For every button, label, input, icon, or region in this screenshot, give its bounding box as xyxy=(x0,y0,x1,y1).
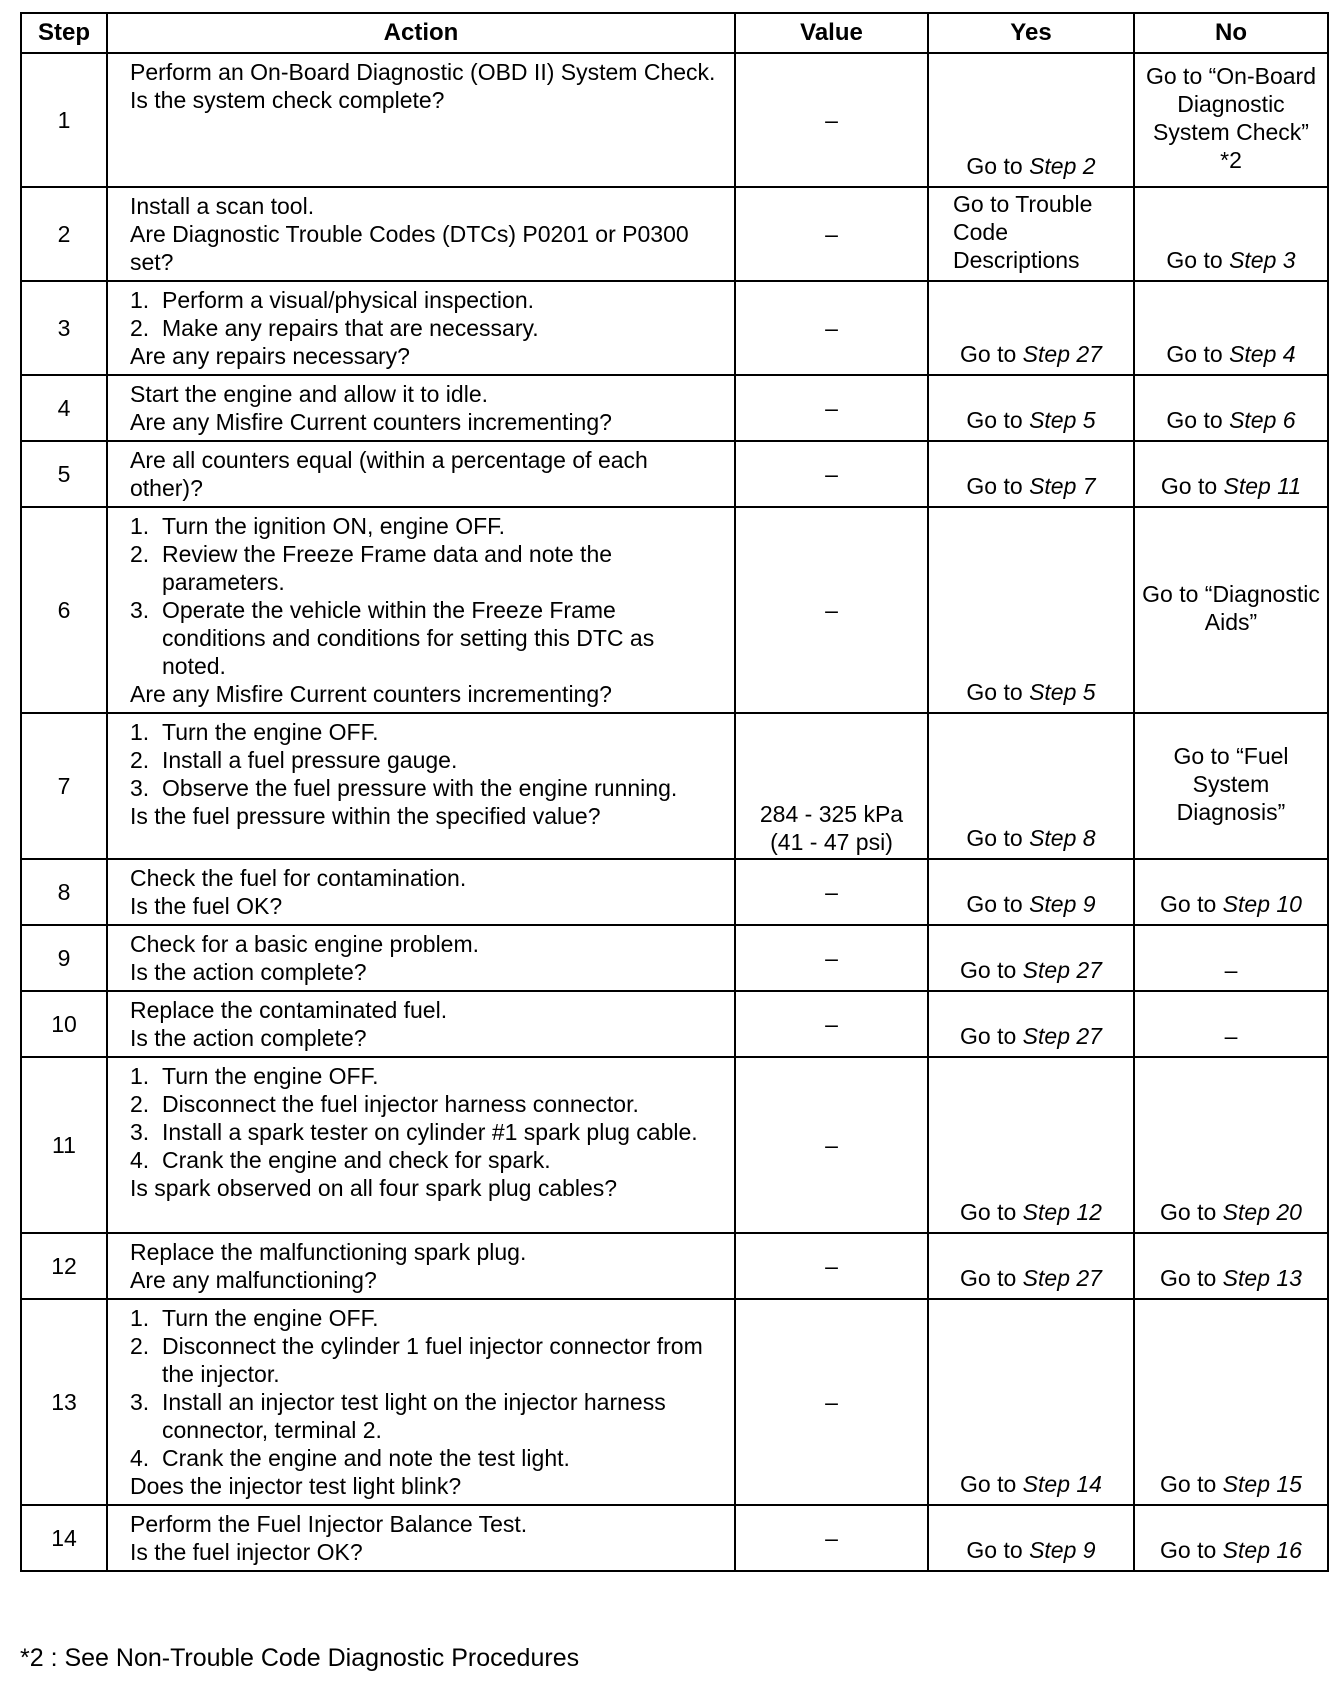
no-cell xyxy=(1134,1299,1328,1505)
action-text: Does the injector test light blink? xyxy=(130,1473,462,1499)
action-text: Is the fuel OK? xyxy=(130,893,283,919)
value-cell: – xyxy=(735,1057,928,1233)
action-numbered-item xyxy=(130,1118,720,1146)
action-text: Start the engine and allow it to idle. xyxy=(130,381,489,407)
action-cell xyxy=(107,991,735,1057)
item-text: Disconnect the cylinder 1 fuel injector connector from the injector. xyxy=(162,1333,703,1387)
action-text: Is the action complete? xyxy=(130,1025,367,1051)
item-text: Install a spark tester on cylinder #1 spark plug cable. xyxy=(162,1119,698,1145)
step-number: 6 xyxy=(21,507,107,713)
step-link: Step 27 xyxy=(1022,1023,1102,1049)
header-value: Value xyxy=(735,13,928,53)
action-numbered-item xyxy=(130,1062,720,1090)
action-numbered-item xyxy=(130,1146,720,1174)
table-row xyxy=(21,1233,1328,1299)
step-number: 8 xyxy=(21,859,107,925)
goto-prefix: Go to xyxy=(960,1023,1023,1049)
action-cell xyxy=(107,1057,735,1233)
table-row xyxy=(21,441,1328,507)
diagnostic-table xyxy=(20,12,1329,1572)
step-number: 12 xyxy=(21,1233,107,1299)
action-numbered-item xyxy=(130,1332,720,1388)
item-text: Install an injector test light on the injector harness connector, terminal 2. xyxy=(162,1389,666,1443)
yes-cell xyxy=(928,375,1134,441)
goto-prefix: Go to xyxy=(966,679,1030,705)
action-cell xyxy=(107,375,735,441)
goto-prefix: Go to xyxy=(966,891,1030,917)
goto-prefix: Go to xyxy=(1160,473,1224,499)
no-cell xyxy=(1134,187,1328,281)
no-cell xyxy=(1134,1505,1328,1571)
value-cell: – xyxy=(735,1505,928,1571)
action-numbered-item xyxy=(130,512,720,540)
action-text: Is the fuel pressure within the specified value? xyxy=(130,803,601,829)
action-text: Is the action complete? xyxy=(130,959,367,985)
table-row xyxy=(21,281,1328,375)
step-link: Step 2 xyxy=(1029,153,1096,179)
table-row xyxy=(21,991,1328,1057)
step-number: 7 xyxy=(21,713,107,859)
action-numbered-item xyxy=(130,314,720,342)
item-text: Install a fuel pressure gauge. xyxy=(162,747,458,773)
yes-cell xyxy=(928,53,1134,187)
item-number: 3. xyxy=(130,597,150,623)
item-number: 3. xyxy=(130,1389,150,1415)
value-cell: – xyxy=(735,859,928,925)
action-text: Replace the contaminated fuel. xyxy=(130,997,448,1023)
yes-cell xyxy=(928,1233,1134,1299)
no-cell xyxy=(1134,1233,1328,1299)
action-text: Are any Misfire Current counters incrementing? xyxy=(130,681,612,707)
table-row xyxy=(21,375,1328,441)
item-number: 1. xyxy=(130,1063,150,1089)
action-cell xyxy=(107,281,735,375)
no-cell xyxy=(1134,53,1328,187)
action-cell xyxy=(107,1505,735,1571)
item-number: 2. xyxy=(130,1333,150,1359)
step-link: Step 15 xyxy=(1222,1471,1302,1497)
item-text: Observe the fuel pressure with the engine running. xyxy=(162,775,678,801)
yes-cell xyxy=(928,187,1134,281)
step-number: 9 xyxy=(21,925,107,991)
action-numbered-item xyxy=(130,718,720,746)
action-numbered-item xyxy=(130,1388,720,1444)
goto-prefix: Go to xyxy=(960,341,1023,367)
yes-cell xyxy=(928,441,1134,507)
goto-prefix: Go to xyxy=(1166,407,1230,433)
value-cell: – xyxy=(735,53,928,187)
yes-cell xyxy=(928,1505,1134,1571)
item-number: 3. xyxy=(130,775,150,801)
action-cell xyxy=(107,1299,735,1505)
goto-text: – xyxy=(1224,1023,1238,1049)
step-number: 10 xyxy=(21,991,107,1057)
table-row xyxy=(21,1057,1328,1233)
value-cell: – xyxy=(735,441,928,507)
goto-prefix: Go to xyxy=(1166,341,1230,367)
no-cell xyxy=(1134,441,1328,507)
goto-text: Go to Trouble Code Descriptions xyxy=(953,191,1093,273)
item-text: Perform a visual/physical inspection. xyxy=(162,287,534,313)
header-row xyxy=(21,13,1328,53)
action-text: Install a scan tool. xyxy=(130,193,315,219)
step-link: Step 12 xyxy=(1022,1199,1102,1225)
no-cell xyxy=(1134,1057,1328,1233)
action-cell xyxy=(107,1233,735,1299)
goto-prefix: Go to xyxy=(966,1537,1030,1563)
no-cell xyxy=(1134,375,1328,441)
action-numbered-item xyxy=(130,1304,720,1332)
value-cell: – xyxy=(735,1299,928,1505)
yes-cell xyxy=(928,713,1134,859)
goto-prefix: Go to xyxy=(1166,247,1230,273)
table-row xyxy=(21,1299,1328,1505)
goto-prefix: Go to xyxy=(1160,1199,1223,1225)
no-cell xyxy=(1134,507,1328,713)
yes-cell xyxy=(928,1299,1134,1505)
header-no: No xyxy=(1134,13,1328,53)
value-cell: 284 - 325 kPa (41 - 47 psi) xyxy=(735,713,928,859)
table-row xyxy=(21,1505,1328,1571)
action-numbered-item xyxy=(130,774,720,802)
action-text: Are any malfunctioning? xyxy=(130,1267,377,1293)
action-text: Perform an On-Board Diagnostic (OBD II) System Check. xyxy=(130,59,716,85)
step-number: 13 xyxy=(21,1299,107,1505)
goto-prefix: Go to xyxy=(960,1265,1023,1291)
action-cell xyxy=(107,713,735,859)
item-text: Turn the engine OFF. xyxy=(162,719,379,745)
item-number: 2. xyxy=(130,315,150,341)
value-cell: – xyxy=(735,375,928,441)
header-action: Action xyxy=(107,13,735,53)
action-cell xyxy=(107,859,735,925)
item-text: Make any repairs that are necessary. xyxy=(162,315,539,341)
item-text: Turn the ignition ON, engine OFF. xyxy=(162,513,506,539)
item-number: 3. xyxy=(130,1119,150,1145)
action-text: Perform the Fuel Injector Balance Test. xyxy=(130,1511,528,1537)
item-number: 4. xyxy=(130,1147,150,1173)
goto-prefix: Go to xyxy=(960,1199,1023,1225)
action-text: Are Diagnostic Trouble Codes (DTCs) P0201 or P0300 set? xyxy=(130,221,689,275)
table-body xyxy=(21,53,1328,1571)
item-number: 1. xyxy=(130,1305,150,1331)
table-row xyxy=(21,925,1328,991)
value-cell: – xyxy=(735,281,928,375)
goto-prefix: Go to xyxy=(1160,1471,1223,1497)
footnote: *2 : See Non-Trouble Code Diagnostic Procedures xyxy=(20,1644,580,1672)
step-link: Step 13 xyxy=(1222,1265,1302,1291)
header-step: Step xyxy=(21,13,107,53)
action-text: Are any Misfire Current counters incrementing? xyxy=(130,409,612,435)
goto-text: Go to “Fuel System Diagnosis” xyxy=(1173,743,1289,825)
item-number: 1. xyxy=(130,287,150,313)
goto-prefix: Go to xyxy=(966,473,1030,499)
goto-prefix: Go to xyxy=(960,957,1023,983)
goto-prefix: Go to xyxy=(1160,1537,1223,1563)
step-link: Step 14 xyxy=(1022,1471,1102,1497)
action-numbered-item xyxy=(130,286,720,314)
action-numbered-item xyxy=(130,1444,720,1472)
no-cell xyxy=(1134,859,1328,925)
step-link: Step 9 xyxy=(1029,1537,1096,1563)
yes-cell xyxy=(928,1057,1134,1233)
step-link: Step 4 xyxy=(1229,341,1296,367)
action-text: Is spark observed on all four spark plug cables? xyxy=(130,1175,618,1201)
item-number: 2. xyxy=(130,1091,150,1117)
goto-text: Go to “Diagnostic Aids” xyxy=(1142,581,1320,635)
item-text: Operate the vehicle within the Freeze Frame conditions and conditions for setting this DTC as noted. xyxy=(162,597,655,679)
step-number: 5 xyxy=(21,441,107,507)
item-text: Turn the engine OFF. xyxy=(162,1063,379,1089)
goto-prefix: Go to xyxy=(966,407,1030,433)
action-text: Is the system check complete? xyxy=(130,87,445,113)
action-cell xyxy=(107,507,735,713)
step-link: Step 5 xyxy=(1029,679,1096,705)
step-number: 4 xyxy=(21,375,107,441)
action-text: Check for a basic engine problem. xyxy=(130,931,480,957)
step-number: 3 xyxy=(21,281,107,375)
item-text: Turn the engine OFF. xyxy=(162,1305,379,1331)
step-link: Step 16 xyxy=(1222,1537,1302,1563)
action-cell xyxy=(107,53,735,187)
step-link: Step 11 xyxy=(1223,473,1302,499)
value-cell: – xyxy=(735,507,928,713)
no-cell xyxy=(1134,713,1328,859)
value-cell: – xyxy=(735,1233,928,1299)
step-number: 1 xyxy=(21,53,107,187)
table-row xyxy=(21,507,1328,713)
item-number: 4. xyxy=(130,1445,150,1471)
action-text: Is the fuel injector OK? xyxy=(130,1539,363,1565)
step-link: Step 3 xyxy=(1229,247,1296,273)
step-number: 14 xyxy=(21,1505,107,1571)
no-cell xyxy=(1134,991,1328,1057)
yes-cell xyxy=(928,507,1134,713)
no-cell xyxy=(1134,925,1328,991)
step-number: 2 xyxy=(21,187,107,281)
table-row xyxy=(21,859,1328,925)
action-numbered-item xyxy=(130,540,720,596)
value-cell: – xyxy=(735,991,928,1057)
value-cell: – xyxy=(735,925,928,991)
goto-text: Go to “On-Board Diagnostic System Check” *2 xyxy=(1145,63,1317,173)
yes-cell xyxy=(928,991,1134,1057)
goto-prefix: Go to xyxy=(966,825,1030,851)
action-numbered-item xyxy=(130,596,720,680)
action-text: Replace the malfunctioning spark plug. xyxy=(130,1239,527,1265)
table-row xyxy=(21,53,1328,187)
item-text: Review the Freeze Frame data and note the parameters. xyxy=(162,541,613,595)
step-link: Step 27 xyxy=(1022,1265,1102,1291)
yes-cell xyxy=(928,281,1134,375)
step-link: Step 6 xyxy=(1229,407,1296,433)
item-number: 2. xyxy=(130,541,150,567)
item-text: Crank the engine and check for spark. xyxy=(162,1147,551,1173)
item-text: Disconnect the fuel injector harness connector. xyxy=(162,1091,639,1117)
step-link: Step 10 xyxy=(1222,891,1302,917)
action-cell xyxy=(107,187,735,281)
yes-cell xyxy=(928,925,1134,991)
action-text: Are any repairs necessary? xyxy=(130,343,410,369)
no-cell xyxy=(1134,281,1328,375)
header-yes: Yes xyxy=(928,13,1134,53)
action-cell xyxy=(107,925,735,991)
step-link: Step 20 xyxy=(1222,1199,1302,1225)
yes-cell xyxy=(928,859,1134,925)
item-text: Crank the engine and note the test light. xyxy=(162,1445,570,1471)
item-number: 1. xyxy=(130,719,150,745)
step-link: Step 8 xyxy=(1029,825,1096,851)
item-number: 1. xyxy=(130,513,150,539)
goto-prefix: Go to xyxy=(1160,1265,1223,1291)
action-text: Check the fuel for contamination. xyxy=(130,865,467,891)
step-link: Step 27 xyxy=(1022,341,1102,367)
step-link: Step 27 xyxy=(1022,957,1102,983)
action-text: Are all counters equal (within a percentage of each other)? xyxy=(130,447,648,501)
action-numbered-item xyxy=(130,1090,720,1118)
goto-prefix: Go to xyxy=(966,153,1030,179)
action-cell xyxy=(107,441,735,507)
step-link: Step 5 xyxy=(1029,407,1096,433)
goto-prefix: Go to xyxy=(1160,891,1223,917)
action-numbered-item xyxy=(130,746,720,774)
table-row xyxy=(21,187,1328,281)
step-link: Step 7 xyxy=(1029,473,1096,499)
step-link: Step 9 xyxy=(1029,891,1096,917)
table-row xyxy=(21,713,1328,859)
step-number: 11 xyxy=(21,1057,107,1233)
goto-text: – xyxy=(1224,957,1238,983)
goto-prefix: Go to xyxy=(960,1471,1023,1497)
item-number: 2. xyxy=(130,747,150,773)
value-cell: – xyxy=(735,187,928,281)
